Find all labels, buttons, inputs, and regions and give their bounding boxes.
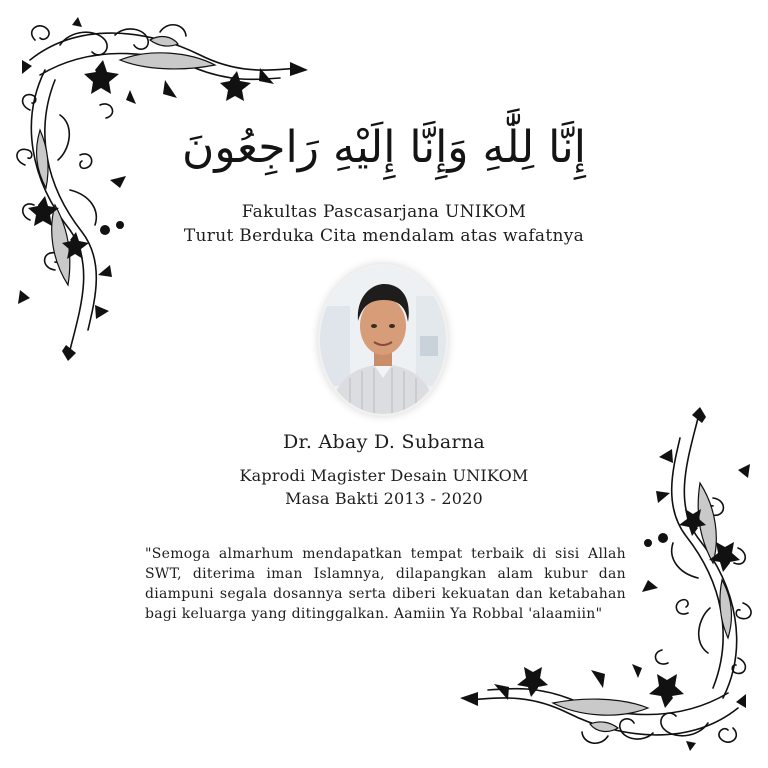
deceased-name: Dr. Abay D. Subarna	[282, 431, 486, 453]
portrait-photo	[320, 266, 446, 414]
floral-ornament-top-left	[0, 0, 320, 370]
role-title: Kaprodi Magister Desain UNIKOM	[239, 466, 529, 485]
arabic-calligraphy: إِنَّا لِلَّٰهِ وَإِنَّا إِلَيْهِ رَاجِعُونَ	[182, 122, 586, 173]
deceased-role	[0, 464, 768, 510]
service-period: Masa Bakti 2013 - 2020	[285, 489, 483, 508]
condolence-heading	[0, 200, 768, 248]
heading-line-condolence: Turut Berduka Cita mendalam atas wafatnya	[183, 226, 585, 246]
prayer-quote: "Semoga almarhum mendapatkan tempat terbaik di sisi Allah SWT, diterima iman Islamnya, dilapangkan alam kubur dan diampuni segala dosannya serta diberi kekuatan dan ketabahan bagi keluarga yang ditinggalkan. Aamiin Ya Robbal 'alaamiin"	[145, 546, 626, 622]
portrait-illustration	[320, 266, 446, 414]
heading-line-faculty: Fakultas Pascasarjana UNIKOM	[241, 202, 527, 222]
